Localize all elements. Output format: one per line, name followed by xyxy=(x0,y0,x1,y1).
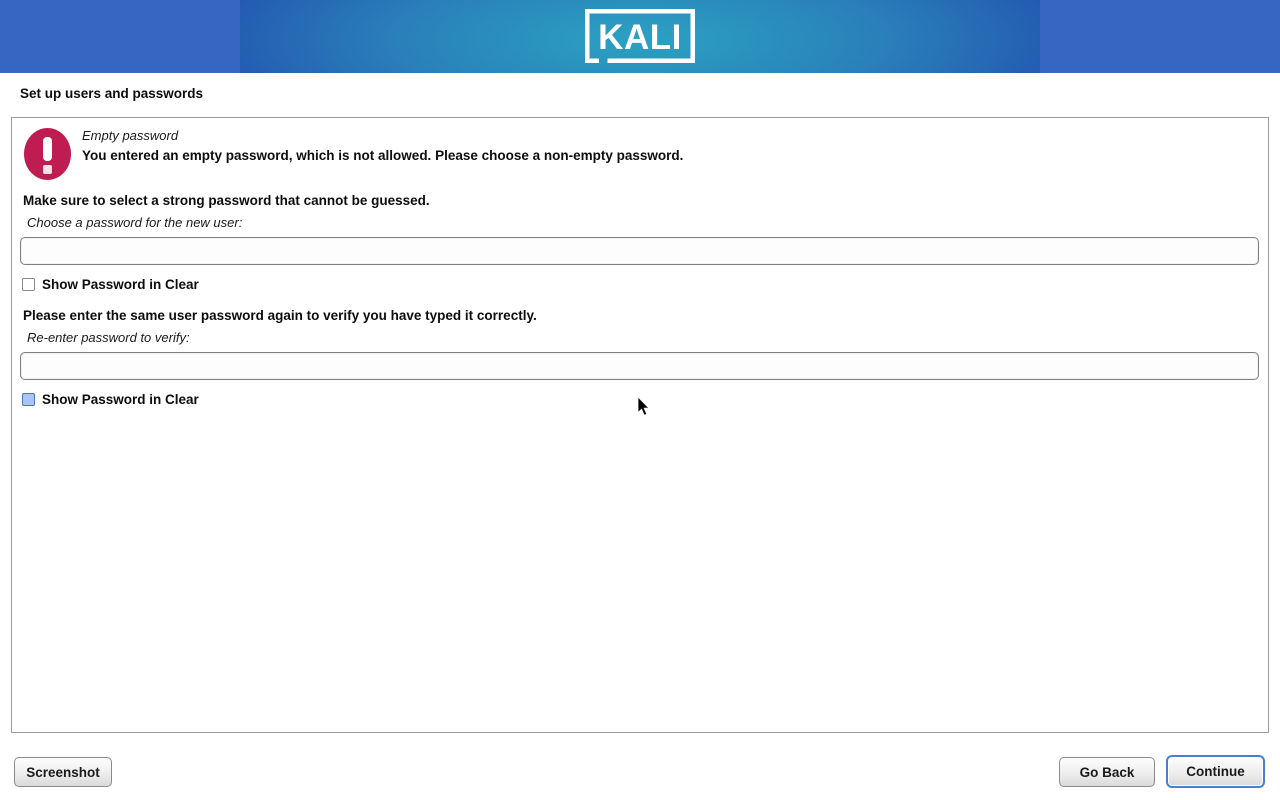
verify-instruction: Please enter the same user password again to verify you have typed it correctly. xyxy=(23,308,537,323)
exclamation-dot xyxy=(43,165,52,174)
password-verify-input[interactable] xyxy=(20,352,1259,380)
continue-button[interactable]: Continue xyxy=(1166,755,1265,788)
show-password-checkbox-2[interactable] xyxy=(22,393,35,406)
show-password-checkbox-1[interactable] xyxy=(22,278,35,291)
password-input[interactable] xyxy=(20,237,1259,265)
error-title: Empty password xyxy=(82,128,179,143)
main-content-panel xyxy=(11,117,1269,733)
installer-banner xyxy=(0,0,1280,73)
mouse-cursor-icon xyxy=(637,397,651,422)
error-message: You entered an empty password, which is not allowed. Please choose a non-empty password. xyxy=(82,148,684,163)
show-password-row-2[interactable] xyxy=(22,391,199,407)
kali-logo-text: KALI xyxy=(598,18,682,57)
show-password-row-1[interactable] xyxy=(22,276,199,292)
exclamation-bar xyxy=(43,137,52,161)
kali-logo-icon xyxy=(585,9,695,65)
verify-field-label: Re-enter password to verify: xyxy=(27,330,190,345)
password-field-label: Choose a password for the new user: xyxy=(27,215,243,230)
password-instruction: Make sure to select a strong password that cannot be guessed. xyxy=(23,193,430,208)
page-title: Set up users and passwords xyxy=(20,86,204,101)
screenshot-button[interactable]: Screenshot xyxy=(14,757,112,787)
go-back-button[interactable]: Go Back xyxy=(1059,757,1155,787)
show-password-label-1: Show Password in Clear xyxy=(42,276,199,292)
show-password-label-2: Show Password in Clear xyxy=(42,391,199,407)
error-icon xyxy=(24,128,71,180)
